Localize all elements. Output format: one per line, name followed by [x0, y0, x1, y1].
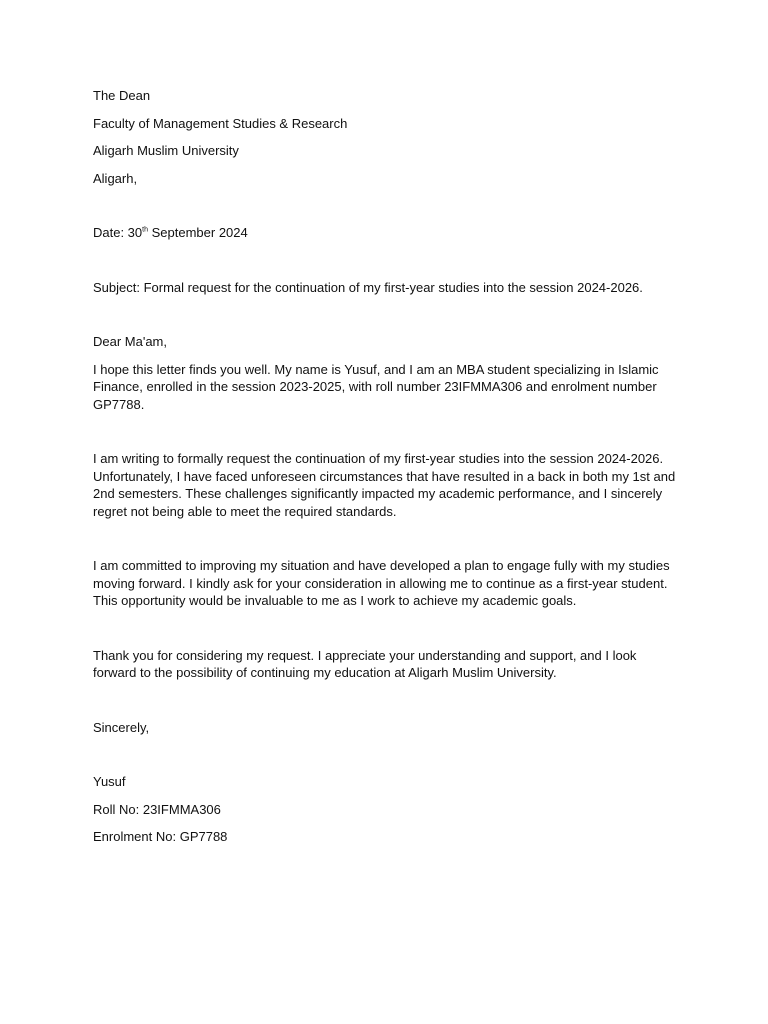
- letter-date: [93, 224, 678, 242]
- date-rest: September 2024: [148, 225, 248, 240]
- date-label: Date: 30: [93, 225, 143, 240]
- letter-salutation: Dear Ma'am,: [93, 334, 168, 349]
- letter-paragraph: I am writing to formally request the continuation of my first-year studies into the session 2024-2026. Unfortunately, I have faced unforeseen circumstances that have resulted in a back in both my 1st and 2nd semesters. These challenges significantly impacted my academic performance, and I sincerely regret not being able to meet the required standards.: [93, 451, 676, 519]
- letter-paragraph: Thank you for considering my request. I appreciate your understanding and support, and I look forward to the possibility of continuing my education at Aligarh Muslim University.: [93, 647, 637, 680]
- date-suffix: th: [142, 226, 148, 234]
- signature-enrolment: Enrolment No: GP7788: [93, 829, 228, 844]
- signature-roll: Roll No: 23IFMMA306: [93, 801, 221, 817]
- signature-name: Yusuf: [93, 774, 126, 789]
- recipient-address: [93, 87, 678, 187]
- recipient-title: The Dean: [93, 88, 151, 103]
- signature-block: [93, 773, 678, 846]
- letter-closing: Sincerely,: [93, 719, 150, 735]
- letter-paragraph: I hope this letter finds you well. My name is Yusuf, and I am an MBA student specializing in Islamic Finance, enrolled in the session 2023-2025, with roll number 23IFMMA306 and enrolment number GP7788.: [93, 361, 659, 412]
- recipient-faculty: Faculty of Management Studies & Research: [93, 115, 348, 131]
- letter-page: [93, 87, 678, 846]
- letter-subject: Subject: Formal request for the continuation of my first-year studies into the session 2024-2026.: [93, 279, 643, 295]
- recipient-city: Aligarh,: [93, 170, 138, 186]
- letter-paragraph: I am committed to improving my situation and have developed a plan to engage fully with my studies moving forward. I kindly ask for your consideration in allowing me to continue as a first-year student. This opportunity would be invaluable to me as I work to achieve my academic goals.: [93, 558, 670, 608]
- recipient-university: Aligarh Muslim University: [93, 143, 239, 158]
